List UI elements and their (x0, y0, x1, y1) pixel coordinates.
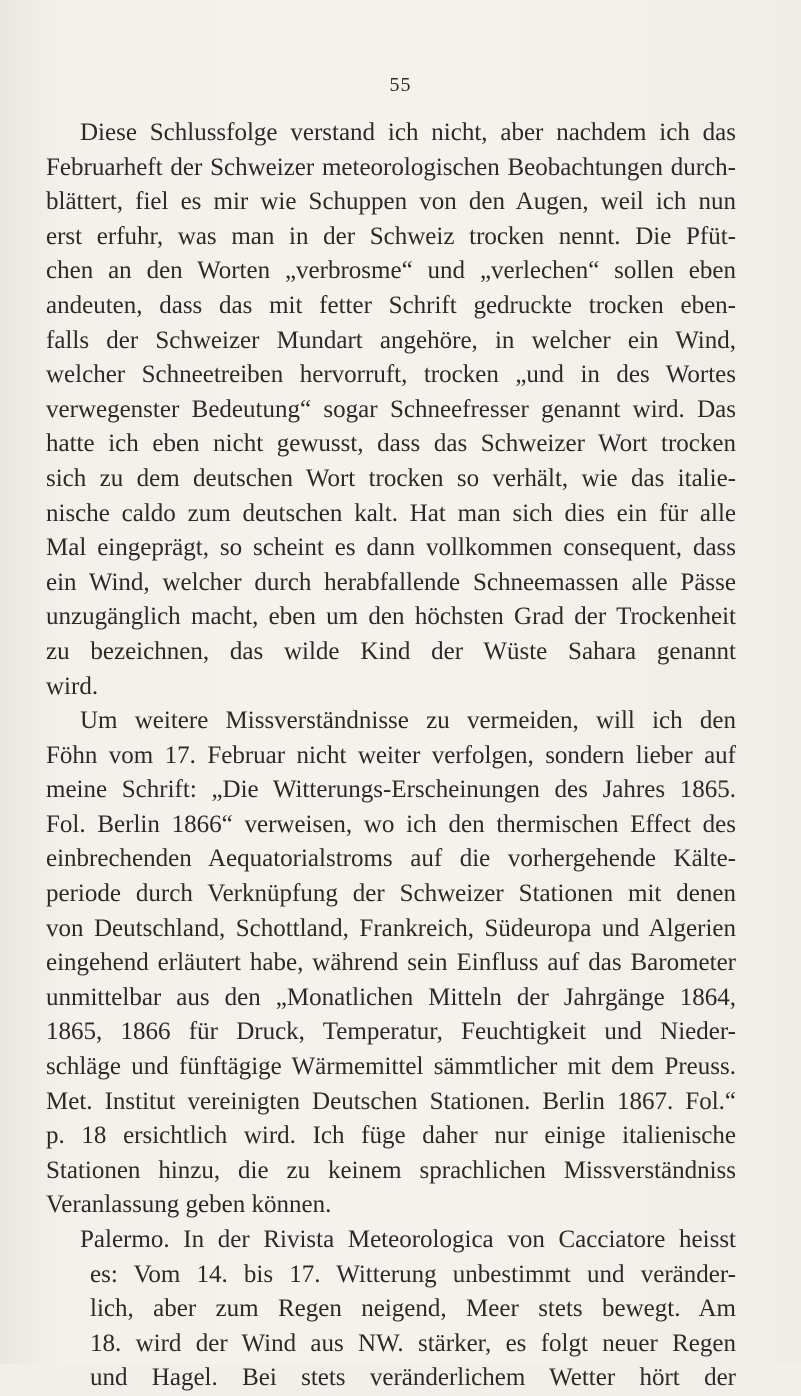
text-line: Föhn vom 17. Februar nicht weiter verfolgen, sondern lieber auf (46, 741, 736, 769)
text-line: hatte ich eben nicht gewusst, dass das Schweizer Wort trocken (46, 430, 736, 458)
page-number: 55 (389, 74, 412, 96)
text-line: lich, aber zum Regen neigend, Meer stets bewegt. Am (90, 1295, 736, 1323)
text-line: Veranlassung geben können. (46, 1191, 332, 1219)
text-line: nische caldo zum deutschen kalt. Hat man sich dies ein für alle (46, 499, 736, 527)
text-line: schläge und fünftägige Wärmemittel sämmtlicher mit dem Preuss. (46, 1053, 736, 1081)
text-line: andeuten, dass das mit fetter Schrift gedruckte trocken eben- (46, 291, 736, 319)
text-line: welcher Schneetreiben hervorruft, trocken „und in des Wortes (46, 361, 736, 389)
text-line: 18. wird der Wind aus NW. stärker, es folgt neuer Regen (90, 1329, 736, 1357)
text-line: unzugänglich macht, eben um den höchsten Grad der Trockenheit (46, 603, 736, 631)
text-line: chen an den Worten „verbrosme“ und „verlechen“ sollen eben (46, 257, 736, 285)
text-line: Diese Schlussfolge verstand ich nicht, aber nachdem ich das (80, 119, 736, 146)
text-line: Mal eingeprägt, so scheint es dann vollkommen consequent, dass (46, 534, 736, 562)
text-line: verwegenster Bedeutung“ sogar Schneefresser genannt wird. Das (46, 395, 736, 423)
text-line: es: Vom 14. bis 17. Witterung unbestimmt und veränder- (90, 1260, 736, 1288)
text-line: wird. (46, 672, 99, 700)
text-line: p. 18 ersichtlich wird. Ich füge daher nur einige italienische (46, 1122, 736, 1150)
text-line: Um weitere Missverständnisse zu vermeiden, will ich den (80, 707, 736, 735)
text-line: Met. Institut vereinigten Deutschen Stationen. Berlin 1867. Fol.“ (46, 1087, 736, 1115)
text-line: Palermo. In der Rivista Meteorologica von Cacciatore heisst (80, 1226, 736, 1253)
text-line: sich zu dem deutschen Wort trocken so verhält, wie das italie- (46, 464, 736, 492)
text-line: unmittelbar aus den „Monatlichen Mitteln der Jahrgänge 1864, (46, 983, 736, 1011)
text-line: meine Schrift: „Die Witterungs-Erscheinungen des Jahres 1865. (46, 776, 736, 804)
text-line: einbrechenden Aequatorialstroms auf die vorhergehende Kälte- (46, 845, 736, 873)
text-line: Fol. Berlin 1866“ verweisen, wo ich den thermischen Effect des (46, 810, 736, 838)
text-line: und Hagel. Bei stets veränderlichem Wetter hört der (90, 1364, 736, 1392)
text-line: falls der Schweizer Mundart angehöre, in welcher ein Wind, (46, 326, 736, 354)
text-line: eingehend erläutert habe, während sein Einfluss auf das Barometer (46, 949, 736, 977)
text-line: periode durch Verknüpfung der Schweizer Stationen mit denen (46, 880, 736, 908)
text-line: 1865, 1866 für Druck, Temperatur, Feuchtigkeit und Nieder- (46, 1018, 736, 1046)
text-line: erst erfuhr, was man in der Schweiz trocken nennt. Die Pfüt- (46, 222, 736, 250)
text-line: von Deutschland, Schottland, Frankreich, Südeuropa und Algerien (46, 914, 736, 942)
text-line: Februarheft der Schweizer meteorologischen Beobachtungen durch- (46, 153, 736, 181)
body-text (46, 116, 736, 1396)
text-line: Stationen hinzu, die zu keinem sprachlichen Missverständniss (46, 1156, 736, 1184)
text-line: blättert, fiel es mir wie Schuppen von den Augen, weil ich nun (46, 188, 736, 216)
text-line: zu bezeichnen, das wilde Kind der Wüste Sahara genannt (46, 637, 736, 665)
text-line: ein Wind, welcher durch herabfallende Schneemassen alle Pässe (46, 568, 736, 596)
